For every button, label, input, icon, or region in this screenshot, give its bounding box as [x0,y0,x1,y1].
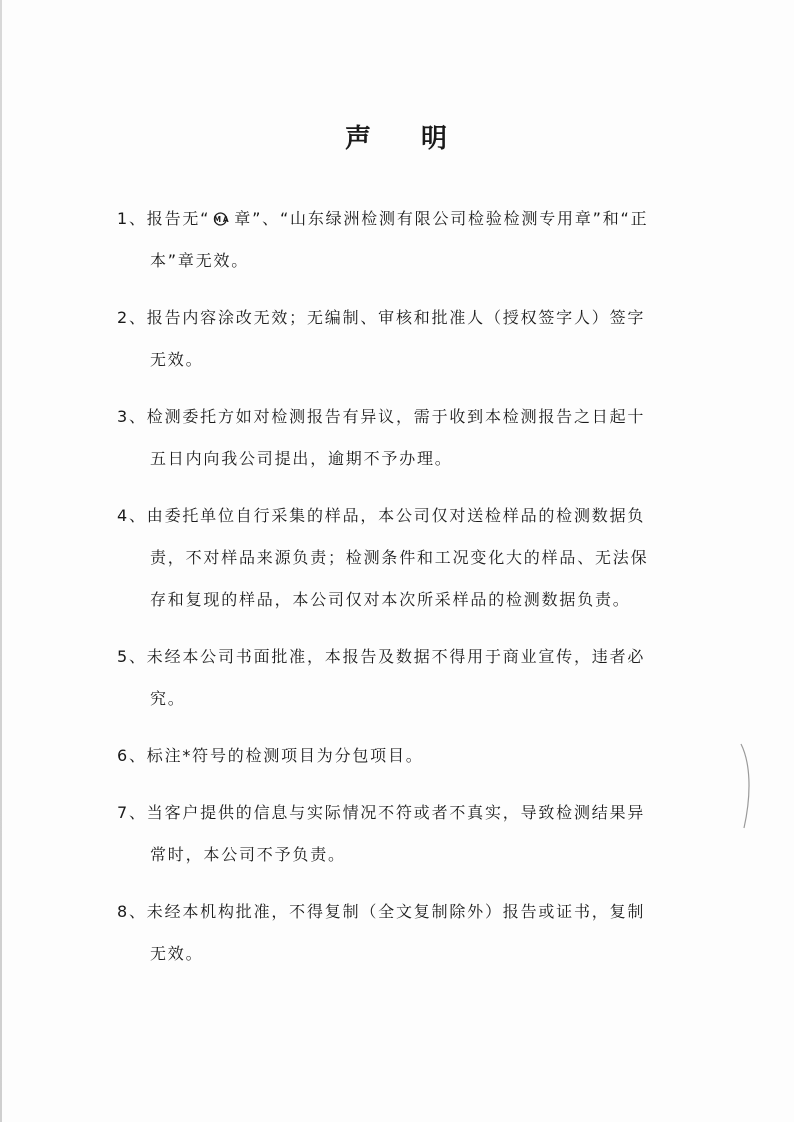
cma-seal-text: MA [213,215,231,224]
item-text: 未经本机构批准，不得复制（全文复制除外）报告或证书，复制 [146,902,646,921]
scan-edge-shadow [0,0,2,1122]
item-line: 本”章无效。 [150,251,250,270]
declaration-item-1 [117,198,683,282]
item-line [117,735,683,777]
item-text-part-b: 章”、“山东绿洲检测有限公司检验检测专用章”和“正 [234,209,649,228]
item-number: 4、 [117,506,147,525]
item-line: 常时，本公司不予负责。 [150,845,346,864]
item-text: 未经本公司书面批准，本报告及数据不得用于商业宣传，违者必 [146,647,646,666]
item-line: 无效。 [150,944,204,963]
item-number: 7、 [117,803,147,822]
item-line: 五日内向我公司提出，逾期不予办理。 [150,449,453,468]
item-number: 8、 [117,902,147,921]
item-text: 当客户提供的信息与实际情况不符或者不真实，导致检测结果异 [146,803,646,822]
item-line [117,636,683,678]
declaration-item-3 [117,396,683,480]
declaration-item-5 [117,636,683,720]
item-number: 6、 [117,746,147,765]
item-line [117,495,683,537]
item-line [117,792,683,834]
item-text: 由委托单位自行采集的样品，本公司仅对送检样品的检测数据负 [146,506,646,525]
item-number: 3、 [117,407,147,426]
item-line: 无效。 [150,350,204,369]
item-number: 2、 [117,308,147,327]
declaration-item-6 [117,735,683,777]
declaration-list [117,198,683,990]
item-text: 报告内容涂改无效；无编制、审核和批准人（授权签字人）签字 [146,308,646,327]
item-line [117,198,683,240]
page-title [0,118,794,155]
title-char-1: 声 [344,124,373,154]
item-text: 检测委托方如对检测报告有异议，需于收到本检测报告之日起十 [146,407,646,426]
item-line: 存和复现的样品，本公司仅对本次所采样品的检测数据负责。 [150,590,631,609]
item-line: 责，不对样品来源负责；检测条件和工况变化大的样品、无法保 [150,548,649,567]
declaration-item-7 [117,792,683,876]
scan-page-fold-mark [738,742,754,830]
item-line: 究。 [150,689,186,708]
declaration-item-4 [117,495,683,621]
item-line [117,297,683,339]
item-number: 5、 [117,647,147,666]
item-line [117,891,683,933]
cma-seal-icon [211,212,233,226]
title-char-2: 明 [421,124,450,154]
item-number: 1、 [117,209,147,228]
item-line [117,396,683,438]
item-text-part-a: 报告无“ [146,209,211,228]
declaration-item-2 [117,297,683,381]
item-text: 标注*符号的检测项目为分包项目。 [146,746,424,765]
declaration-item-8 [117,891,683,975]
